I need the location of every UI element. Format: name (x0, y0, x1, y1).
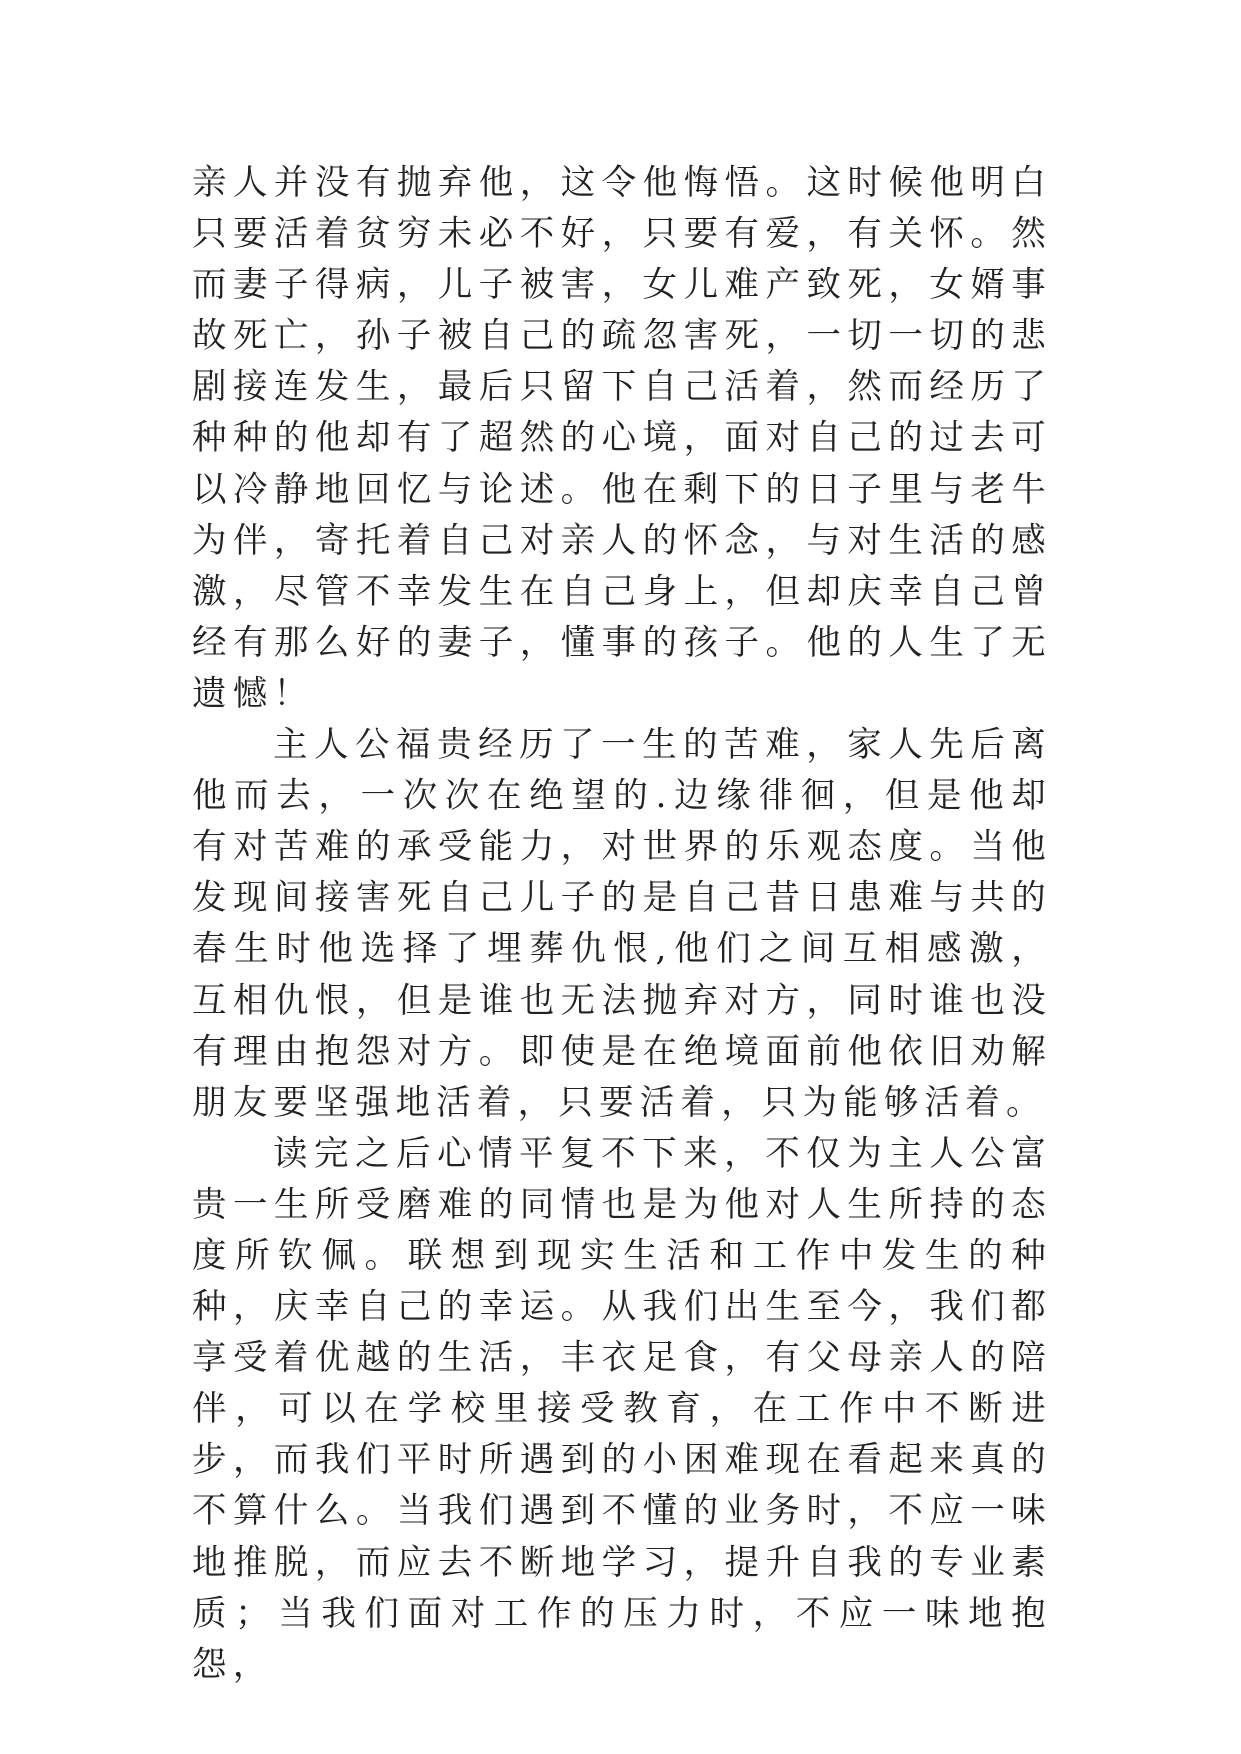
document-body (192, 158, 1052, 1691)
paragraph-2: 主人公福贵经历了一生的苦难，家人先后离他而去，一次次在绝望的.边缘徘徊，但是他却有对苦难的承受能力，对世界的乐观态度。当他发现间接害死自己儿子的是自己昔日患难与共的春生时他选择了埋葬仇恨,他们之间互相感激，互相仇恨，但是谁也无法抛弃对方，同时谁也没有理由抱怨对方。即使是在绝境面前他依旧劝解朋友要坚强地活着，只要活着，只为能够活着。 (192, 725, 1052, 1123)
paragraph-1: 亲人并没有抛弃他，这令他悔悟。这时候他明白只要活着贫穷未必不好，只要有爱，有关怀。然而妻子得病，儿子被害，女儿难产致死，女婿事故死亡，孙子被自己的疏忽害死，一切一切的悲剧接连发生，最后只留下自己活着，然而经历了种种的他却有了超然的心境，面对自己的过去可以冷静地回忆与论述。他在剩下的日子里与老牛为伴，寄托着自己对亲人的怀念，与对生活的感激，尽管不幸发生在自己身上，但却庆幸自己曾经有那么好的妻子，懂事的孩子。他的人生了无遗憾！ (192, 163, 1052, 714)
paragraph-3: 读完之后心情平复不下来，不仅为主人公富贵一生所受磨难的同情也是为他对人生所持的态度所钦佩。联想到现实生活和工作中发生的种种，庆幸自己的幸运。从我们出生至今，我们都享受着优越的生活，丰衣足食，有父母亲人的陪伴，可以在学校里接受教育，在工作中不断进步，而我们平时所遇到的小困难现在看起来真的不算什么。当我们遇到不懂的业务时，不应一味地推脱，而应去不断地学习，提升自我的专业素质；当我们面对工作的压力时，不应一味地抱怨， (192, 1133, 1052, 1685)
